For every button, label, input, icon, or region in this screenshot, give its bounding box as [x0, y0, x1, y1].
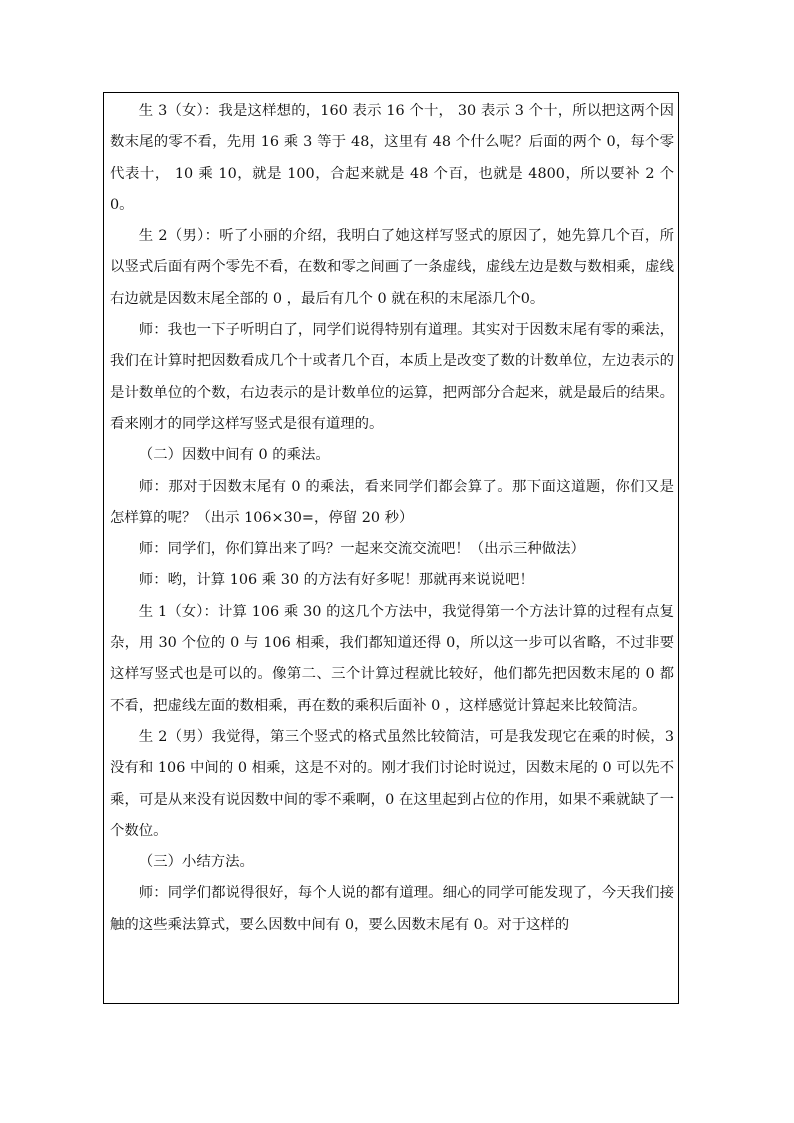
paragraph: 师：我也一下子听明白了，同学们说得特别有道理。其实对于因数末尾有零的乘法，我们在计算时把因数看成几个十或者几个百，本质上是改变了数的计数单位，左边表示的是计数单位的个数，右边表示的是计数单位的运算，把两部分合起来，就是最后的结果。看来刚才的同学这样写竖式是很有道理的。 — [110, 322, 674, 432]
section-heading: （三）小结方法。 — [138, 854, 254, 871]
paragraph: 师：同学们，你们算出来了吗？一起来交流交流吧！（出示三种做法） — [138, 541, 585, 558]
paragraph: 生 2（男）我觉得，第三个竖式的格式虽然比较简洁，可是我发现它在乘的时候，3 没有和 106 中间的 0 相乘，这是不对的。刚才我们讨论时说过，因数末尾的 0 可以先不乘，可是从来没有说因数中间的零不乘啊，0 在这里起到占位的作用，如果不乘就缺了一个数位。 — [110, 728, 674, 839]
paragraph: 师：那对于因数末尾有 0 的乘法，看来同学们都会算了。那下面这道题，你们又是怎样算的呢？（出示 106×30=，停留 20 秒） — [110, 478, 674, 526]
paragraph: 师：哟，计算 106 乘 30 的方法有好多呢！那就再来说说吧！ — [138, 572, 534, 589]
section-heading: （二）因数中间有 0 的乘法。 — [138, 447, 330, 464]
document-body — [110, 96, 674, 941]
paragraph: 师：同学们都说得很好，每个人说的都有道理。细心的同学可能发现了，今天我们接触的这些乘法算式，要么因数中间有 0，要么因数末尾有 0。对于这样的 — [110, 885, 674, 933]
paragraph: 生 3（女）：我是这样想的，160 表示 16 个十， 30 表示 3 个十，所以把这两个因数末尾的零不看，先用 16 乘 3 等于 48，这里有 48 个什么呢？后面的两个 0，每个零代表十， 10 乘 10，就是 100，合起来就是 48 个百，也就是 4800，所以要补 2 个 0。 — [110, 103, 674, 213]
paragraph: 生 2（男）：听了小丽的介绍，我明白了她这样写竖式的原因了，她先算几个百，所以竖式后面有两个零先不看，在数和零之间画了一条虚线，虚线左边是数与数相乘，虚线右边就是因数末尾全部的 0 ，最后有几个 0 就在积的末尾添几个0。 — [110, 228, 674, 307]
paragraph: 生 1（女）：计算 106 乘 30 的这几个方法中，我觉得第一个方法计算的过程有点复杂，用 30 个位的 0 与 106 相乘，我们都知道还得 0，所以这一步可以省略，不过非要这样写竖式也是可以的。像第二、三个计算过程就比较好，他们都先把因数末尾的 0 都不看，把虚线左面的数相乘，再在数的乘积后面补 0 ，这样感觉计算起来比较简洁。 — [110, 603, 674, 714]
